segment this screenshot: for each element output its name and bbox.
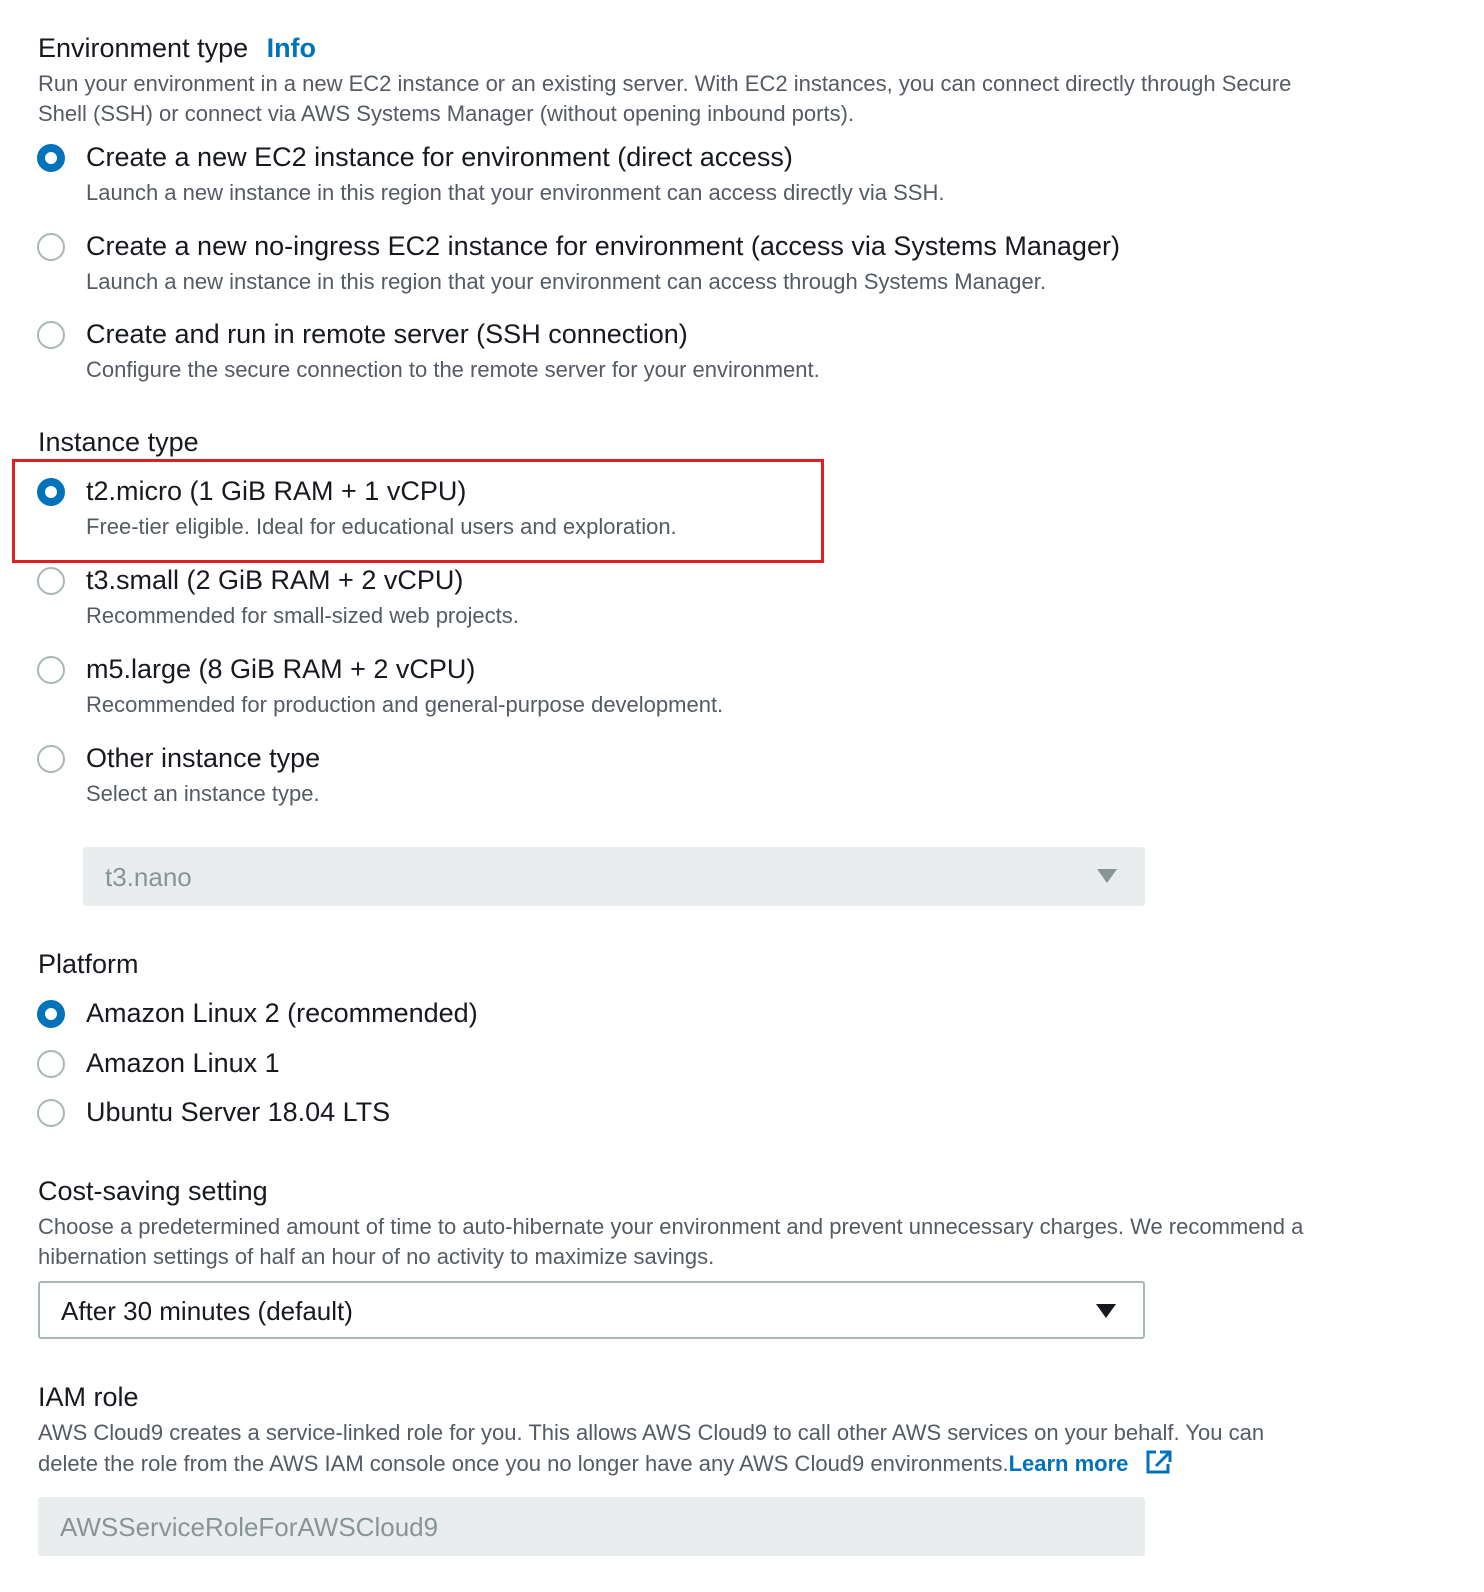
instance-m5-large-label[interactable]: m5.large (8 GiB RAM + 2 vCPU)	[86, 654, 476, 684]
radio-platform-amazon-linux-1[interactable]	[37, 1050, 65, 1078]
cost-saving-description	[38, 1212, 1303, 1272]
instance-t2-micro-label[interactable]: t2.micro (1 GiB RAM + 1 vCPU)	[86, 476, 467, 506]
cost-saving-description-line1: Choose a predetermined amount of time to auto-hibernate your environment and prevent unnecessary charges. We recommend a	[38, 1214, 1304, 1239]
platform-amazon-linux-2-label[interactable]: Amazon Linux 2 (recommended)	[86, 998, 478, 1028]
learn-more-link[interactable]: Learn more	[1008, 1451, 1129, 1476]
external-link-icon[interactable]	[1145, 1449, 1173, 1483]
cost-saving-title: Cost-saving setting	[38, 1176, 268, 1206]
cost-saving-select-value: After 30 minutes (default)	[61, 1296, 353, 1326]
cost-saving-description-line2: hibernation settings of half an hour of no activity to maximize savings.	[38, 1244, 715, 1269]
iam-role-description-line2: delete the role from the AWS IAM console once you no longer have any AWS Cloud9 environments.	[38, 1451, 1009, 1476]
env-direct-access-label[interactable]: Create a new EC2 instance for environment (direct access)	[86, 142, 793, 172]
iam-role-title: IAM role	[38, 1382, 139, 1412]
chevron-down-icon	[1096, 1304, 1116, 1318]
radio-env-remote-server[interactable]	[37, 321, 65, 349]
environment-type-description	[38, 69, 1291, 129]
iam-role-description	[38, 1418, 1264, 1483]
platform-amazon-linux-1-label[interactable]: Amazon Linux 1	[86, 1048, 280, 1078]
instance-other-label[interactable]: Other instance type	[86, 743, 321, 773]
environment-type-info-link[interactable]: Info	[266, 33, 317, 63]
environment-type-title: Environment type	[38, 33, 249, 63]
environment-type-description-line1: Run your environment in a new EC2 instance or an existing server. With EC2 instances, you can connect directly through Secure	[38, 71, 1292, 96]
platform-ubuntu-label[interactable]: Ubuntu Server 18.04 LTS	[86, 1097, 391, 1127]
chevron-down-icon	[1097, 869, 1117, 883]
radio-instance-other[interactable]	[37, 745, 65, 773]
radio-instance-t2-micro[interactable]	[37, 478, 65, 506]
env-remote-server-description: Configure the secure connection to the remote server for your environment.	[86, 357, 820, 382]
other-instance-type-select	[83, 847, 1145, 906]
radio-env-no-ingress[interactable]	[37, 233, 65, 261]
radio-platform-ubuntu[interactable]	[37, 1099, 65, 1127]
radio-instance-m5-large[interactable]	[37, 656, 65, 684]
env-no-ingress-description: Launch a new instance in this region that your environment can access through Systems Manager.	[86, 269, 1046, 294]
iam-role-field	[38, 1497, 1145, 1556]
instance-type-title: Instance type	[38, 427, 199, 457]
radio-env-direct-access[interactable]	[37, 144, 65, 172]
env-remote-server-label[interactable]: Create and run in remote server (SSH connection)	[86, 319, 688, 349]
env-direct-access-description: Launch a new instance in this region that your environment can access directly via SSH.	[86, 180, 945, 205]
iam-role-description-line1: AWS Cloud9 creates a service-linked role for you. This allows AWS Cloud9 to call other AWS services on your behalf. You can	[38, 1420, 1265, 1445]
platform-title: Platform	[38, 949, 139, 979]
other-instance-type-value: t3.nano	[105, 862, 192, 892]
environment-type-description-line2: Shell (SSH) or connect via AWS Systems Manager (without opening inbound ports).	[38, 101, 855, 126]
iam-role-description-line2-wrapper	[38, 1449, 1264, 1483]
radio-platform-amazon-linux-2[interactable]	[37, 1000, 65, 1028]
env-no-ingress-label[interactable]: Create a new no-ingress EC2 instance for environment (access via Systems Manager)	[86, 231, 1120, 261]
instance-other-description: Select an instance type.	[86, 781, 320, 806]
radio-instance-t3-small[interactable]	[37, 567, 65, 595]
environment-type-header	[38, 33, 316, 64]
iam-role-value: AWSServiceRoleForAWSCloud9	[60, 1512, 439, 1542]
instance-t3-small-description: Recommended for small-sized web projects.	[86, 603, 519, 628]
highlight-box	[12, 459, 824, 563]
cost-saving-select[interactable]	[38, 1281, 1145, 1339]
instance-m5-large-description: Recommended for production and general-purpose development.	[86, 692, 724, 717]
instance-t3-small-label[interactable]: t3.small (2 GiB RAM + 2 vCPU)	[86, 565, 464, 595]
instance-t2-micro-description: Free-tier eligible. Ideal for educational users and exploration.	[86, 514, 677, 539]
